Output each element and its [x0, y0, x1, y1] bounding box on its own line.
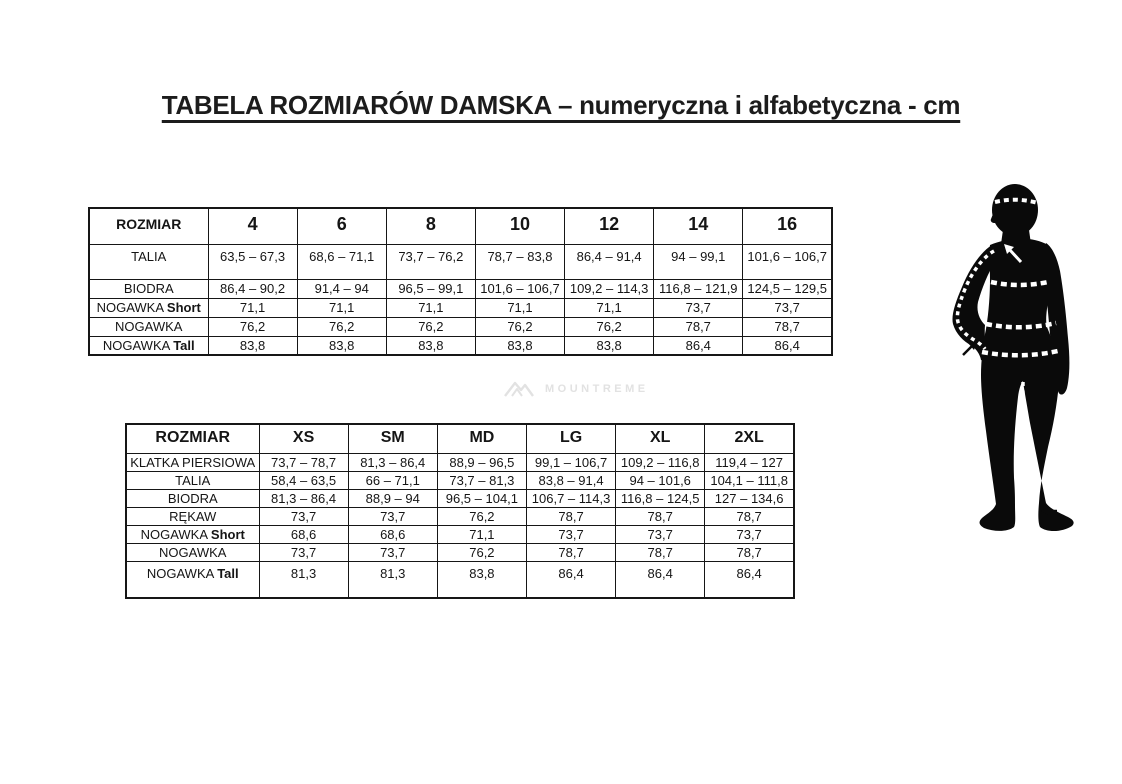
measurement-value-cell: 81,3 [259, 561, 348, 598]
measurement-value-cell: 83,8 [565, 336, 654, 355]
page-title: TABELA ROZMIARÓW DAMSKA – numeryczna i alfabetyczna - cm [161, 90, 961, 120]
measurement-value-cell: 106,7 – 114,3 [526, 489, 615, 507]
measurement-row-label: NOGAWKA [126, 543, 259, 561]
measurement-value-cell: 76,2 [386, 317, 475, 336]
measurement-value-cell: 99,1 – 106,7 [526, 453, 615, 471]
measurement-value-cell: 78,7 – 83,8 [475, 244, 564, 279]
measurement-value-cell: 81,3 [348, 561, 437, 598]
measurement-row [89, 298, 832, 317]
measurement-row-label: KLATKA PIERSIOWA [126, 453, 259, 471]
measurement-value-cell: 73,7 [259, 543, 348, 561]
measurement-row-label: BIODRA [126, 489, 259, 507]
measurement-value-cell: 71,1 [297, 298, 386, 317]
measurement-value-cell: 101,6 – 106,7 [743, 244, 832, 279]
size-column-header: SM [348, 424, 437, 453]
measurement-row [126, 543, 794, 561]
size-column-header: 16 [743, 208, 832, 244]
measurement-value-cell: 73,7 – 76,2 [386, 244, 475, 279]
measurement-row-label: TALIA [126, 471, 259, 489]
measurement-value-cell: 73,7 [743, 298, 832, 317]
measurement-value-cell: 71,1 [475, 298, 564, 317]
measurement-row [126, 525, 794, 543]
body-measurement-figure [938, 183, 1090, 539]
alpha-size-table [125, 423, 795, 599]
measurement-value-cell: 71,1 [565, 298, 654, 317]
measurement-value-cell: 96,5 – 99,1 [386, 279, 475, 298]
measurement-value-cell: 71,1 [437, 525, 526, 543]
measurement-row [89, 317, 832, 336]
measurement-row-label: NOGAWKA Tall [89, 336, 208, 355]
brand-name: MOUNTREME [545, 382, 649, 395]
mountain-logo-icon [503, 379, 535, 398]
measurement-value-cell: 78,7 [526, 507, 615, 525]
measurement-value-cell: 76,2 [565, 317, 654, 336]
measurement-row-label: TALIA [89, 244, 208, 279]
measurement-value-cell: 81,3 – 86,4 [348, 453, 437, 471]
measurement-row-label: RĘKAW [126, 507, 259, 525]
measurement-value-cell: 96,5 – 104,1 [437, 489, 526, 507]
measurement-value-cell: 78,7 [616, 507, 705, 525]
measurement-value-cell: 109,2 – 116,8 [616, 453, 705, 471]
measurement-row-label: NOGAWKA Short [89, 298, 208, 317]
measurement-value-cell: 83,8 [437, 561, 526, 598]
measurement-value-cell: 91,4 – 94 [297, 279, 386, 298]
measurement-row-label: NOGAWKA Short [126, 525, 259, 543]
measurement-value-cell: 73,7 [259, 507, 348, 525]
measurement-row [126, 561, 794, 598]
measurement-value-cell: 78,7 [654, 317, 743, 336]
measurement-row [126, 453, 794, 471]
measurement-value-cell: 76,2 [475, 317, 564, 336]
measurement-value-cell: 71,1 [208, 298, 297, 317]
measurement-value-cell: 86,4 [654, 336, 743, 355]
measurement-row [89, 279, 832, 298]
measurement-row-label: BIODRA [89, 279, 208, 298]
measurement-value-cell: 73,7 [348, 507, 437, 525]
measurement-value-cell: 83,8 – 91,4 [526, 471, 615, 489]
measurement-value-cell: 86,4 – 91,4 [565, 244, 654, 279]
female-body-measurement-silhouette-icon [938, 183, 1090, 539]
size-column-header: 2XL [705, 424, 794, 453]
measurement-row [89, 336, 832, 355]
measurement-value-cell: 88,9 – 94 [348, 489, 437, 507]
measurement-value-cell: 78,7 [705, 543, 794, 561]
measurement-value-cell: 73,7 – 78,7 [259, 453, 348, 471]
measurement-value-cell: 86,4 [705, 561, 794, 598]
measurement-value-cell: 78,7 [705, 507, 794, 525]
size-column-header: 4 [208, 208, 297, 244]
measurement-value-cell: 76,2 [208, 317, 297, 336]
measurement-value-cell: 94 – 101,6 [616, 471, 705, 489]
measurement-value-cell: 86,4 [616, 561, 705, 598]
measurement-value-cell: 78,7 [526, 543, 615, 561]
measurement-value-cell: 73,7 [654, 298, 743, 317]
measurement-value-cell: 68,6 – 71,1 [297, 244, 386, 279]
size-column-header: XS [259, 424, 348, 453]
size-header-row [126, 424, 794, 453]
measurement-value-cell: 63,5 – 67,3 [208, 244, 297, 279]
measurement-value-cell: 73,7 [616, 525, 705, 543]
measurement-row-label: NOGAWKA [89, 317, 208, 336]
measurement-value-cell: 83,8 [475, 336, 564, 355]
measurement-value-cell: 81,3 – 86,4 [259, 489, 348, 507]
measurement-value-cell: 66 – 71,1 [348, 471, 437, 489]
measurement-row [89, 244, 832, 279]
measurement-value-cell: 88,9 – 96,5 [437, 453, 526, 471]
measurement-value-cell: 94 – 99,1 [654, 244, 743, 279]
measurement-value-cell: 73,7 – 81,3 [437, 471, 526, 489]
measurement-value-cell: 116,8 – 124,5 [616, 489, 705, 507]
measurement-value-cell: 116,8 – 121,9 [654, 279, 743, 298]
measurement-value-cell: 71,1 [386, 298, 475, 317]
measurement-value-cell: 127 – 134,6 [705, 489, 794, 507]
size-column-header: 8 [386, 208, 475, 244]
measurement-value-cell: 86,4 [743, 336, 832, 355]
measurement-value-cell: 83,8 [386, 336, 475, 355]
measurement-value-cell: 76,2 [297, 317, 386, 336]
measurement-value-cell: 83,8 [208, 336, 297, 355]
size-column-header: MD [437, 424, 526, 453]
measurement-value-cell: 73,7 [348, 543, 437, 561]
size-header-label: ROZMIAR [89, 208, 208, 244]
measurement-value-cell: 86,4 [526, 561, 615, 598]
brand-watermark [503, 379, 649, 398]
size-column-header: 10 [475, 208, 564, 244]
measurement-value-cell: 73,7 [526, 525, 615, 543]
size-column-header: LG [526, 424, 615, 453]
measurement-value-cell: 86,4 – 90,2 [208, 279, 297, 298]
measurement-value-cell: 104,1 – 111,8 [705, 471, 794, 489]
size-header-label: ROZMIAR [126, 424, 259, 453]
measurement-value-cell: 68,6 [348, 525, 437, 543]
measurement-value-cell: 78,7 [616, 543, 705, 561]
measurement-value-cell: 101,6 – 106,7 [475, 279, 564, 298]
measurement-value-cell: 78,7 [743, 317, 832, 336]
measurement-row [126, 507, 794, 525]
size-column-header: XL [616, 424, 705, 453]
size-column-header: 6 [297, 208, 386, 244]
female-silhouette [952, 184, 1073, 531]
measurement-value-cell: 58,4 – 63,5 [259, 471, 348, 489]
measurement-row [126, 471, 794, 489]
measurement-value-cell: 119,4 – 127 [705, 453, 794, 471]
measurement-value-cell: 76,2 [437, 507, 526, 525]
measurement-value-cell: 68,6 [259, 525, 348, 543]
size-header-row [89, 208, 832, 244]
measurement-value-cell: 73,7 [705, 525, 794, 543]
measurement-value-cell: 124,5 – 129,5 [743, 279, 832, 298]
measurement-value-cell: 83,8 [297, 336, 386, 355]
measurement-row-label: NOGAWKA Tall [126, 561, 259, 598]
measurement-row [126, 489, 794, 507]
measurement-value-cell: 109,2 – 114,3 [565, 279, 654, 298]
size-column-header: 14 [654, 208, 743, 244]
measurement-value-cell: 76,2 [437, 543, 526, 561]
numeric-size-table [88, 207, 833, 356]
size-column-header: 12 [565, 208, 654, 244]
